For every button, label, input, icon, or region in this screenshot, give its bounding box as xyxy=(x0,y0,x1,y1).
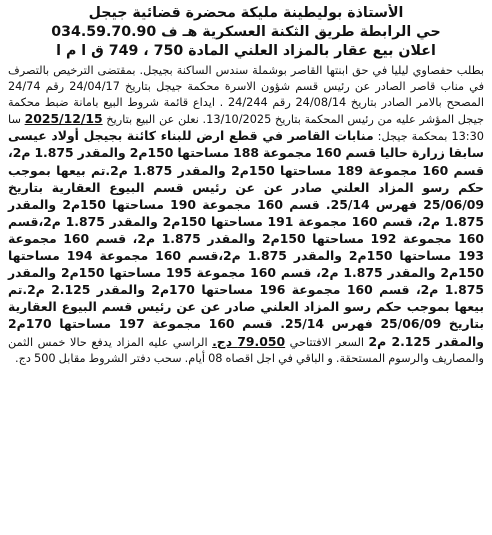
legal-notice xyxy=(6,4,486,531)
sale-time: سا 13:30 بمحكمة جيجل: xyxy=(8,113,484,144)
sale-date: 2025/12/15 xyxy=(24,111,103,127)
notice-title: اعلان بيع عقار بالمزاد العلني المادة 750 ، 749 ق ا م ا xyxy=(56,43,436,59)
lots-description: منابات القاصر في قطع ارض للبناء كائنة بجيجل أولاد عيسى سابقا زرارة حاليا قسم 160 مجموعة 188 مساحتها 150م2 والمقدر 1.875 م2، قسم 160 مجموعة 189 مساحتها 150م2 والمقدر 1.875 م2.تم بيعها بموجب حكم رسو المزاد العلني صادر عن عن رئيس قسم البيوع العقارية بتاريخ 25/06/09 فهرس 25/14. قسم 160 مجموعة 190 مساحتها 150م2 والمقدر 1.875 م2، قسم 160 مجموعة 191 مساحتها 150م2 والمقدر 1.875 م2،قسم 160 مجموعة 192 مساحتها 150م2 والمقدر 1.875 م2، قسم 160 مجموعة 193 مساحتها 150م2 والمقدر 1.875 م2،قسم 160 مجموعة 194 مساحتها 150م2 والمقدر 1.875 م2، قسم 160 مجموعة 195 مساحتها 150م2 والمقدر 1.875 م2، قسم 160 مجموعة 196 مساحتها 170م2 والمقدر 2.125 م2.تم بيعها بموجب حكم رسو المزاد العلني صادر عن عن رئيس قسم البيوع العقارية بتاريخ 25/06/09 فهرس 25/14. قسم 160 مجموعة 197 مساحتها 170م2 والمقدر 2.125 م2 xyxy=(8,128,484,349)
bailiff-address: حي الرابطة طريق الثكنة العسكرية هـ ف 034.59.70.90 xyxy=(51,24,441,40)
price-label: السعر الافتتاحي xyxy=(289,335,365,349)
closing-terms: الراسي عليه المزاد يدفع حالا خمس الثمن والمصاريف والرسوم المستحقة. و الباقي في اجل اقصاه 08 أيام. سحب دفتر الشروط مقابل 500 دج. xyxy=(8,335,484,365)
intro-text: بطلب حفصاوي ليليا في حق ابنتها القاصر بوشملة سندس الساكنة بجيجل. بمقتضى الترخيص بالتصرف في مناب قاصر الصادر عن رئيس قسم شؤون الاسرة محكمة جيجل بتاريخ 24/04/17 رقم 24/74 المصحح بالامر الصادر بتاريخ 24/08/14 رقم 24/244 . ايداع قائمة شروط البيع بامانة ضبط محكمة جيجل المؤشر عليه من رئيس المحكمة بتاريخ 13/10/2025. نعلن عن البيع بتاريخ xyxy=(8,64,484,127)
bailiff-name: الأستاذة بوليطينة مليكة محضرة قضائية جيجل xyxy=(88,5,404,21)
notice-header xyxy=(8,4,484,61)
opening-price: 79.050 دج. xyxy=(212,333,286,349)
notice-body xyxy=(8,63,484,367)
